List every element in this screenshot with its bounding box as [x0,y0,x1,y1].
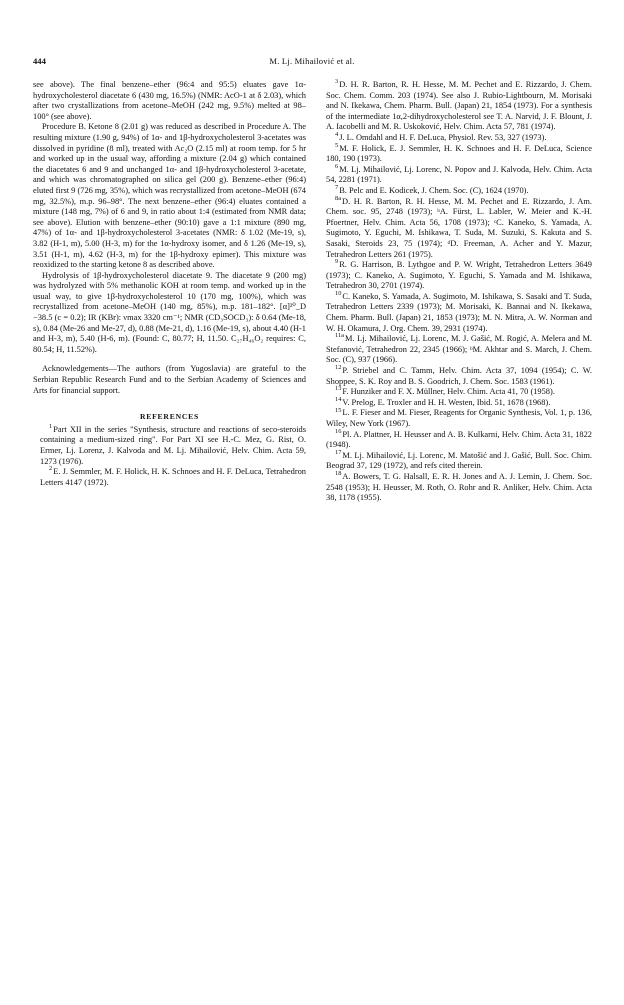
reference-item [319,448,592,472]
reference-item [319,398,592,409]
reference-item [319,472,592,504]
procedure-b-paragraph: Procedure B. Ketone 8 (2.01 g) was reduced as described in Procedure A. The resulting mixture (1.90 g, 94%) of 1α- and 1β-hydroxycholesterol 3-acetates was dissolved in pyridine (8 ml), treated with Ac₂O (2.15 ml) at room temp. for 5 hr and worked up in the usual way, affording a mixture (2.04 g) which contained the diacetates 6 and 9 and unchanged 1α- and 1β-hydroxycholesterol 3-acetate, and which was chromatographed on silica gel (200 g). Benzene–ether (96:4) eluted first 9 (726 mg, 35%), which was recrystallized from acetone–MeOH (674 mg, 32.5%), m.p. 96–98°. The next benzene–ether (96:4) eluates contained a mixture (148 mg, 7%) of 6 and 9, in ratio about 1:4 (estimated from NMR data; see above). Elution with benzene–ether (90:10) gave a 1:1 mixture (890 mg, 47%) of 1α- and 1β-hydroxycholesterol 3-acetates (NMR: δ 1.02 (Me-19, s), 3.82 (H-1, m), 5.00 (H-3, m) for the 1α-hydroxy isomer, and δ 1.26 (Me-19, s), 3.51 (H-1, m), 4.62 (H-3, m) for the 1β-hydroxy epimer). This mixture was reoxidized to the starting ketone 8 as described above. [33,122,306,270]
reference-text: V. Prelog, E. Troxler and H. H. Westen, Ibid. 51, 1678 (1968). [342,397,551,407]
reference-number: 8a [335,194,342,202]
reference-number: 18 [335,470,342,478]
reference-number: 9 [335,258,339,266]
reference-item [319,260,592,292]
reference-number: 2 [49,465,53,473]
reference-text: D. H. R. Barton, R. H. Hesse, M. M. Pechet and E. Rizzardo, J. Am. Chem. soc. 95, 2748 (1973); ᵇA. Fürst, L. Labler, W. Meier and K.-H. Pfoertner, Helv. Chim. Acta 56, 1708 (1973); ᶜC. Kaneko, S. Yamada, A. Sugimoto, Y. Eguchi, M. Ishikawa, T. Suda, M. Suzuki, S. Kakuta and S. Sasaki, Steroids 23, 75 (1974); ᵈD. Freeman, A. Acher and Y. Mazur, Tetrahedron Letters 261 (1975). [326,196,592,259]
reference-item [319,186,592,197]
reference-number: 14 [335,396,342,404]
reference-number: 3 [335,78,339,86]
reference-item [319,133,592,144]
reference-item [319,194,592,261]
right-reference-list [319,80,592,504]
reference-item [319,334,592,366]
experimental-paragraph: see above). The final benzene–ether (96:4 and 95:5) eluates gave 1α-hydroxycholesterol diacetate 6 (430 mg, 16.5%) (NMR: AcO-1 at δ 2.03), which after two crystallizations from acetone–MeOH (242 mg, 9.5%) melted at 98–100° (see above). [33,80,306,121]
reference-text: P. Striebel and C. Tamm, Helv. Chim. Acta 37, 1094 (1954); C. W. Shoppee, S. K. Roy and B. S. Goodrich, J. Chem. Soc. 1583 (1961). [326,366,592,386]
reference-number: 1 [49,423,53,431]
reference-number: 5 [335,141,339,149]
acknowledgements: Acknowledgements—The authors (from Yugoslavia) are grateful to the Serbian Republic Research Fund and to the Serbian Academy of Sciences and Arts for financial support. [33,364,306,395]
reference-number: 12 [335,364,342,372]
reference-text: D. H. R. Barton, R. H. Hesse, M. M. Pechet and E. Rizzardo, J. Chem. Soc. Chem. Comm. 203 (1974). See also J. Rubio-Lightbourn, M. Morisaki and N. Ikekawa, Chem. Pharm. Bull. (Japan) 21, 1854 (1973). For a synthesis of the intermediate 1α,2-dihydroxycholesterol see T. A. Narvid, J. F. Blount, J. A. Iacobelli and M. R. Uskoković, Helv. Chim. Acta 57, 781 (1974). [326,80,592,132]
reference-text: B. Pelc and E. Kodicek, J. Chem. Soc. (C), 1624 (1970). [339,185,529,195]
hydrolysis-paragraph: Hydrolysis of 1β-hydroxycholesterol diacetate 9. The diacetate 9 (200 mg) was hydrolyzed with 5% methanolic KOH at room temp. and worked up in the usual way, to give 1β-hydroxycholesterol 10 (170 mg, 100%), which was recrystallized from acetone–MeOH (140 mg, 85%), m.p. 181–182°. [α]²⁰_D −38.5 (c = 0.2); IR (KBr): νmax 3320 cm⁻¹; NMR (CD₃SOCD₃): δ 0.64 (Me-18, s), 0.84 (Me-26 and Me-27, d), 0.88 (Me-21, d), 1.16 (Me-19, s), about 4.40 (H-1 and H-3, m), 5.40 (H-6, m). (Found: C, 80.77; H, 11.50. C₂₇H₄₆O₂ requires: C, 80.54; H, 11.52%). [33,270,306,354]
page-number: 444 [33,56,46,66]
reference-text: Part XII in the series "Synthesis, structure and reactions of seco-steroids containing a medium-sized ring". For Part XI see H.-C. Mez, G. Rist, O. Ermer, Lj. Lorenz, J. Kalvoda and M. Lj. Mihailović, Helv. Chim. Acta 59, 1273 (1976). [40,424,306,466]
left-column [33,80,306,488]
reference-item [319,80,592,133]
reference-text: R. G. Harrison, B. Lythgoe and P. W. Wright, Tetrahedron Letters 3649 (1973); C. Kaneko, A. Sugimoto, Y. Eguchi, S. Yamada and M. Ishikawa, Tetrahedron 30, 2701 (1974). [326,260,592,291]
reference-number: 15 [335,406,342,414]
reference-text: C. Kaneko, S. Yamada, A. Sugimoto, M. Ishikawa, S. Sasaki and T. Suda, Tetrahedron Letters 2339 (1973); M. Morisaki, K. Bannai and N. Ikekawa, Chem. Pharm. Bull. (Japan) 21, 1853 (1973); M. N. Mitra, A. W. Norman and W. H. Okamura, J. Org. Chem. 39, 2931 (1974). [326,291,592,333]
reference-text: M. Lj. Mihailović, Lj. Lorenc, N. Popov and J. Kalvoda, Helv. Chim. Acta 54, 2281 (1971). [326,164,592,185]
running-title: M. Lj. Mihailović et al. [269,56,355,66]
reference-item [319,366,592,387]
reference-text: E. J. Semmler, M. F. Holick, H. K. Schnoes and H. F. DeLuca, Tetrahedron Letters 4147 (1972). [40,467,306,487]
reference-number: 16 [335,427,342,435]
reference-number: 7 [335,184,339,192]
reference-text: J. L. Omdahl and H. F. DeLuca, Physiol. Rev. 53, 327 (1973). [339,132,547,142]
reference-text: M. Lj. Mihailović, Lj. Lorenc, M. J. Gašić, M. Rogić, A. Melera and M. Stefanović, Tetrahedron 22, 2345 (1966); ᵇM. Akhtar and S. March, J. Chem. Soc. (C), 937 (1966). [326,334,592,365]
reference-number: 6 [335,162,339,170]
reference-text: F. Hunziker and F. X. Müllner, Helv. Chim. Acta 41, 70 (1958). [342,387,555,397]
reference-text: Pl. A. Plattner, H. Heusser and A. B. Kulkarni, Helv. Chim. Acta 31, 1822 (1948). [326,429,592,450]
reference-item [319,408,592,429]
reference-text: A. Bowers, T. G. Halsall, E. R. H. Jones and A. J. Lemin, J. Chem. Soc. 2548 (1953); H. Heusser, M. Roth, O. Rohr and R. Anliker, Helv. Chim. Acta 38, 1178 (1955). [326,471,592,503]
reference-item [319,292,592,334]
reference-item [33,425,306,467]
reference-number: 17 [335,448,342,456]
reference-text: L. F. Fieser and M. Fieser, Reagents for Organic Synthesis, Vol. 1, p. 136, Wiley, New York (1967). [326,408,592,428]
reference-number: 10 [335,290,342,298]
reference-item [319,141,592,165]
reference-number: 11a [335,332,344,340]
left-reference-list [33,425,306,489]
references-heading: REFERENCES [139,412,200,422]
reference-item [319,427,592,451]
reference-number: 4 [335,131,339,139]
reference-item [319,162,592,186]
reference-number: 13 [335,385,342,393]
reference-item [319,387,592,398]
reference-item [33,467,306,488]
right-column [319,80,592,504]
reference-text: M. F. Holick, E. J. Semmler, H. K. Schnoes and H. F. DeLuca, Science 180, 190 (1973). [326,143,592,164]
reference-text: M. Lj. Mihailović, Lj. Lorenc, M. Matošić and J. Gašić, Bull. Soc. Chim. Beograd 37, 129 (1972), and refs cited therein. [326,450,592,471]
